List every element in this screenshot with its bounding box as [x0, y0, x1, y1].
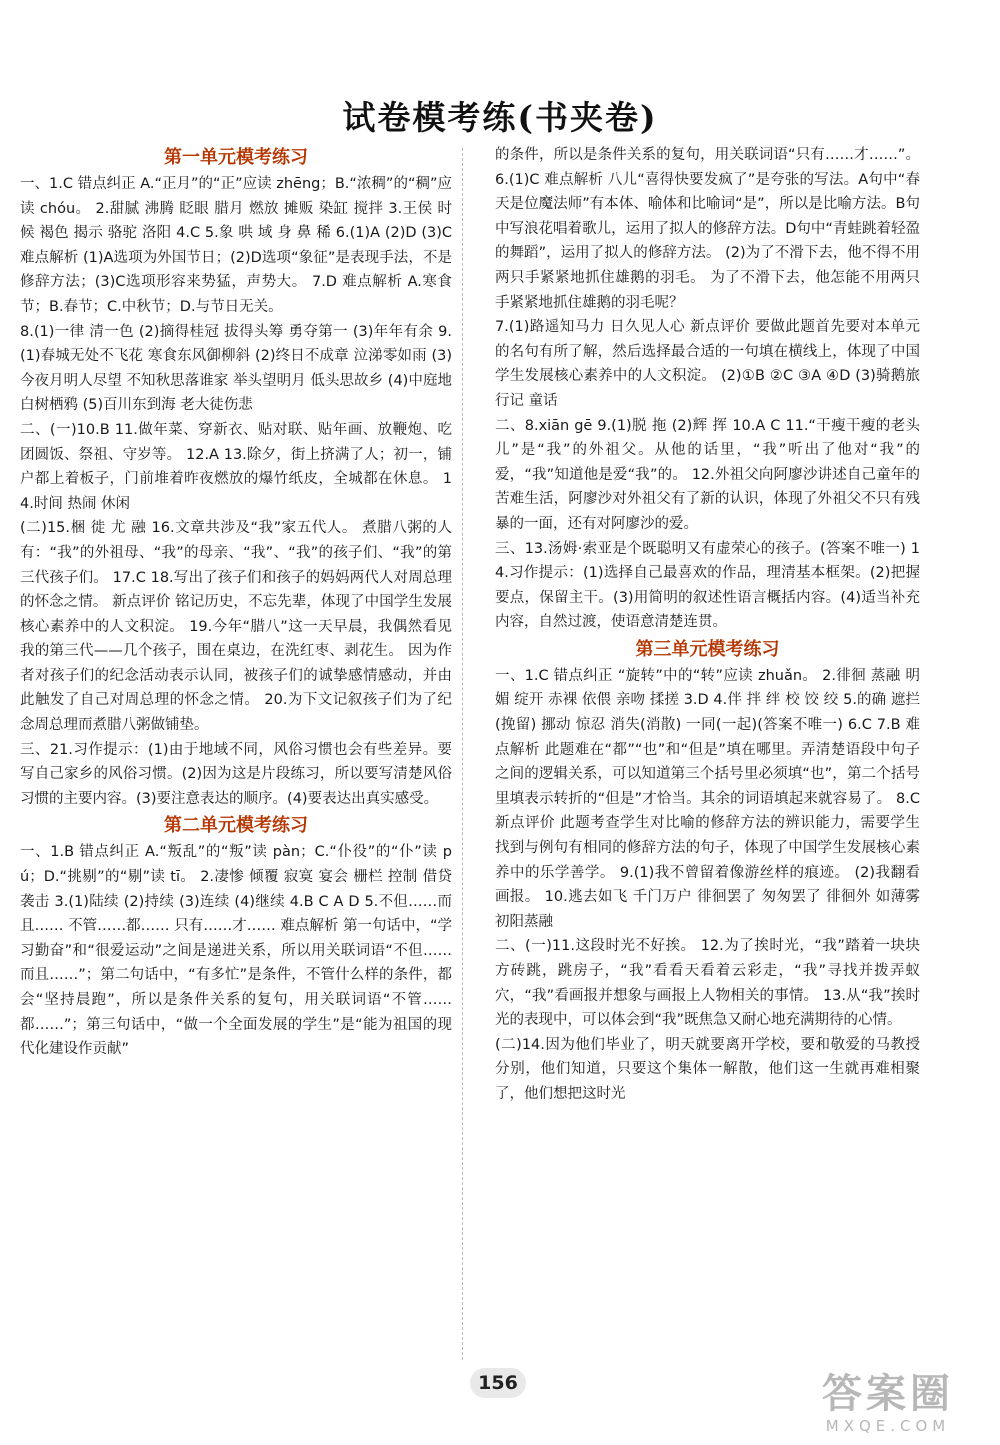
unit-1-part-2-section-1: 二、(一)10.B 11.做年菜、穿新衣、贴对联、贴年画、放鞭炮、吃团圆饭、祭祖、守岁等。 12.A 13.除夕，街上挤满了人；初一，铺户都上着板子，门前堆着昨夜燃放的爆竹纸皮，全城都在休息。 14.时间 热闹 休闲 — [20, 421, 452, 512]
unit-3-part-2-section-2: (二)14.因为他们毕业了，明天就要离开学校，要和敬爱的马教授分别，他们知道，只要这个集体一解散，他们这一生就再难相聚了，他们想把这时光 — [495, 1036, 920, 1102]
watermark-chars: 答案圈 — [822, 1371, 954, 1417]
section-heading-unit-2: 第二单元模考练习 — [164, 815, 308, 837]
unit-2-part-3: 三、13.汤姆·索亚是个既聪明又有虚荣心的孩子。(答案不唯一) 14.习作提示：(1)选择自己最喜欢的作品，理清基本框架。(2)把握要点，保留主干。(3)用简明的叙述性语言概括内容。(4)适当补充内容，自然过渡，使语意清楚连贯。 — [495, 540, 920, 631]
unit-1-part-1-q8-9: 8.(1)一律 清一色 (2)摘得桂冠 拔得头筹 勇夺第一 (3)年年有余 9.(1)春城无处不飞花 寒食东风御柳斜 (2)终日不成章 泣涕零如雨 (3)今夜月明人尽望 不知秋思落谁家 举头望明月 低头思故乡 (4)中庭地白树栖鸦 (5)百川东到海 老大徒伤悲 — [20, 323, 452, 414]
unit-1-part-1-q1-7: 一、1.C 错点纠正 A.“正月”的“正”应读 zhēng；B.“浓稠”的“稠”应读 chóu。 2.甜腻 沸腾 眨眼 腊月 燃放 摊贩 染缸 搅拌 3.王侯 时候 褐色 揭示 骆驼 洛阳 4.C 5.象 哄 域 身 鼻 稀 6.(1)A (2)D (3)C 难点解析 (1)A选项为外国节日；(2)D选项“象征”是表现手法，不是修辞方法；(3)C选项形容来势猛，声势大。 7.D 难点解析 A.寒食节；B.春节；C.中秋节；D.与节日无关。 — [20, 176, 452, 315]
page-number: 156 — [470, 1368, 526, 1398]
section-heading-unit-1: 第一单元模考练习 — [164, 147, 308, 168]
right-column — [495, 143, 920, 1107]
unit-1-part-2-section-2: (二)15.梱 徙 尤 融 16.文章共涉及“我”家五代人。 煮腊八粥的人有：“我”的外祖母、“我”的母亲、“我”、“我”的孩子们、“我”的第三代孩子们。 17.C 18.写出了孩子们和孩子的妈妈两代人对周总理的怀念之情。 新点评价 铭记历史，不忘先辈，体现了中国学生发展核心素养中的人文积淀。 19.今年“腊八”这一天早晨，我偶然看见我的第三代——几个孩子，围在桌边，在洗红枣、剥花生。 因为作者对孩子们的纪念活动表示认同，被孩子们的诚挚感情感动，并由此触发了自己对周总理的怀念之情。 20.为下文记叙孩子们为了纪念周总理而煮腊八粥做铺垫。 — [20, 520, 452, 734]
page-title: 试卷模考练(书夹卷) — [342, 98, 658, 137]
section-heading-unit-3: 第三单元模考练习 — [635, 638, 780, 660]
unit-3-part-2-section-1: 二、(一)11.这段时光不好挨。 12.为了挨时光，“我”踏着一块块方砖跳，跳房子，“我”看看天看着云彩走，“我”寻找并拨弄蚁穴，“我”看画报并想象与画报上人物相关的事情。 13.从“我”挨时光的表现中，可以体会到“我”既焦急又耐心地充满期待的心情。 — [495, 938, 920, 1029]
unit-2-part-1-q7: 7.(1)路遥知马力 日久见人心 新点评价 要做此题首先要对本单元的名句有所了解，然后选择最合适的一句填在横线上，体现了中国学生发展核心素养中的人文积淀。 (2)①B ②C ③A ④D (3)骑鹅旅行记 童话 — [495, 319, 920, 409]
column-divider — [462, 148, 463, 1360]
watermark-logo — [788, 1372, 988, 1438]
unit-1-part-3: 三、21.习作提示：(1)由于地域不同，风俗习惯也会有些差异。要写自己家乡的风俗习惯。(2)因为这是片段练习，所以要写清楚风俗习惯的主要内容。(3)要注意表达的顺序。(4)要表达出真实感受。 — [20, 741, 452, 807]
left-column — [20, 143, 452, 1062]
unit-2-part-1-q5-6-continued: 的条件，所以是条件关系的复句，用关联词语“只有……才……”。 6.(1)C 难点解析 八儿“喜得快要发疯了”是夸张的写法。A句中“春天是位魔法师”有本体、喻体和比喻词“是”，所以是比喻方法。B句中写浪花唱着歌儿，运用了拟人的修辞方法。D句中“青蛙跳着轻盈的舞蹈”，运用了拟人的修辞方法。 (2)为了不滑下去，他不得不用两只手紧紧地抓住雄鹅的羽毛。 为了不滑下去，他怎能不用两只手紧紧地抓住雄鹅的羽毛呢？ — [495, 147, 920, 311]
unit-2-part-1-q1-5: 一、1.B 错点纠正 A.“叛乱”的“叛”读 pàn；C.“仆役”的“仆”读 pú；D.“挑剔”的“剔”读 tī。 2.凄惨 倾覆 寂寞 宴会 栅栏 控制 借贷 袭击 3.(1)陆续 (2)持续 (3)连续 (4)继续 4.B C A D 5.不但……而且…… 不管……都…… 只有……才…… 难点解析 第一句话中，“学习勤奋”和“很爱运动”之间是递进关系，所以用关联词语“不但……而且……”；第二句话中，“有多忙”是条件，不管什么样的条件，都会“坚持晨跑”，所以是条件关系的复句，用关联词语“不管……都……”；第三句话中，“做一个全面发展的学生”是“能为祖国的现代化建设作贡献” — [20, 844, 452, 1058]
unit-3-part-1: 一、1.C 错点纠正 “旋转”中的“转”应读 zhuǎn。 2.徘徊 蒸融 明媚 绽开 赤裸 依偎 亲吻 揉搓 3.D 4.伴 拌 绊 校 饺 绞 5.的确 遮拦(挽留) 挪动 惊忍 消失(消散) 一同(一起)(答案不唯一) 6.C 7.B 难点解析 此题难在“都”“也”和“但是”填在哪里。弄清楚语段中句子之间的逻辑关系，可以知道第三个括号里必须填“也”，第二个括号里填表示转折的“但是”才恰当。其余的词语填起来就容易了。 8.C 新点评价 此题考查学生对比喻的修辞方法的辨识能力，需要学生找到与例句有相同的修辞方法的句子，体现了中国学生发展核心素养中的乐学善学。 9.(1)我不曾留着像游丝样的痕迹。 (2)我翻看画报。 10.逃去如飞 千门万户 徘徊罢了 匆匆罢了 徘徊外 如薄雾 初阳蒸融 — [495, 667, 920, 930]
watermark-url: MXQE.COM — [825, 1417, 951, 1435]
unit-2-part-2: 二、8.xiān gē 9.(1)脱 拖 (2)辉 挥 10.A C 11.“干瘦干瘦的老头儿”是“我”的外祖父。从他的话里，“我”听出了他对“我”的爱，“我”知道他是爱“我”的。 12.外祖父向阿廖沙讲述自己童年的苦难生活，阿廖沙对外祖父有了新的认识，体现了外祖父不只有残暴的一面，还有对阿廖沙的爱。 — [495, 417, 920, 532]
